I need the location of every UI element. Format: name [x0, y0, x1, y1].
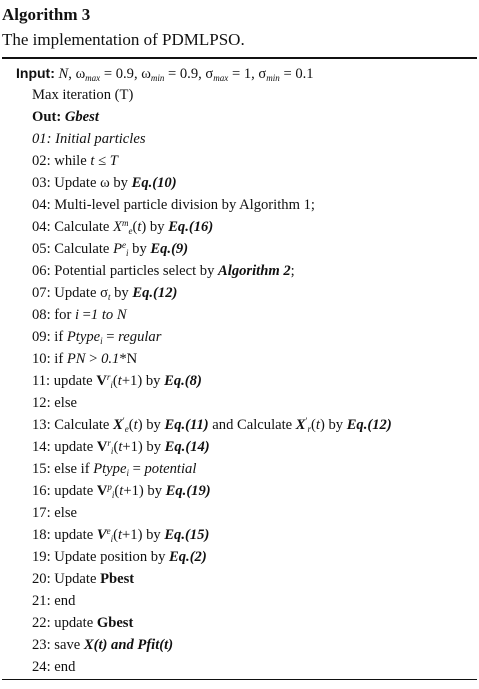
algorithm-line [32, 437, 210, 457]
line-segment: Eq.(14) [164, 439, 210, 455]
line-segment: Eq.(9) [150, 241, 189, 257]
line-segment: i [110, 534, 114, 544]
line-segment: by [110, 285, 133, 301]
line-segment: 08: for [32, 307, 75, 323]
line-segment: , ω [68, 66, 86, 82]
algorithm-line [32, 107, 99, 127]
line-segment: ) by [319, 417, 347, 433]
algorithm-line [32, 283, 177, 303]
line-segment: 06: Potential particles select by [32, 263, 219, 279]
line-segment: 12: else [32, 395, 77, 411]
line-segment: V [96, 527, 107, 543]
line-segment: 10: if [32, 351, 67, 367]
line-segment: 04: Calculate [32, 219, 114, 235]
algorithm-line [32, 239, 188, 259]
algorithm-line [32, 613, 133, 633]
line-segment: ′ [122, 416, 125, 426]
line-segment: t [90, 153, 95, 169]
line-segment: 17: else [32, 505, 77, 521]
line-segment: +1) by [121, 373, 165, 389]
line-segment: V [96, 439, 108, 455]
algorithm-line [32, 569, 134, 589]
line-segment: 24: end [32, 659, 76, 675]
line-segment: Eq.(2) [169, 549, 207, 565]
line-segment: > [85, 351, 102, 367]
algorithm-line [32, 261, 295, 281]
line-segment: Ptype [93, 461, 127, 477]
line-segment: N [58, 66, 69, 82]
line-segment: i [126, 468, 129, 478]
line-segment: 04: Multi-level particle division by Algorithm 1; [32, 197, 315, 213]
algorithm-line [32, 481, 211, 501]
line-segment: X(t) and Pfit(t) [83, 637, 174, 653]
algorithm-line [32, 657, 75, 677]
line-segment: ; [290, 263, 295, 279]
algorithm-line [16, 63, 314, 84]
line-segment: Eq.(16) [168, 219, 214, 235]
line-segment: min [150, 73, 165, 83]
line-segment: i [74, 307, 80, 323]
line-segment: Algorithm 2 [218, 263, 291, 279]
line-segment: Pbest [100, 571, 135, 587]
line-segment: i [111, 490, 115, 500]
line-segment: and Calculate [208, 417, 296, 433]
line-segment: 23: save [32, 637, 84, 653]
line-segment: = [102, 329, 119, 345]
line-segment: e [121, 240, 126, 250]
line-segment: 22: update [32, 615, 97, 631]
line-segment: r [307, 424, 311, 434]
algorithm-line [32, 371, 202, 391]
line-segment: t [133, 417, 138, 433]
algorithm-line [32, 151, 118, 171]
algorithm-title: Algorithm 3 [2, 5, 91, 24]
line-segment: 13: Calculate [32, 417, 114, 433]
line-segment: e [128, 226, 133, 236]
line-segment: 0.1 [101, 351, 120, 367]
line-segment: PN [66, 351, 86, 367]
line-segment: e [106, 526, 111, 536]
line-segment: P [113, 241, 122, 257]
line-segment: = [79, 307, 91, 323]
line-segment: +1) by [122, 527, 165, 543]
line-segment: +1) by [123, 483, 166, 499]
line-segment: ( [113, 439, 119, 455]
line-segment: r [107, 438, 111, 448]
line-segment: 1 to N [90, 307, 127, 323]
line-segment: Max iteration (T) [32, 87, 134, 103]
line-segment: e [124, 424, 129, 434]
line-segment: 15: else if [32, 461, 94, 477]
line-segment: = 0.9, σ [164, 66, 214, 82]
line-segment: 07: Update σ [32, 285, 108, 301]
algorithm-line [32, 217, 213, 237]
line-segment: ( [112, 373, 118, 389]
line-segment: i [125, 248, 129, 258]
algorithm-line [32, 415, 392, 435]
line-segment: 11: update [32, 373, 97, 389]
algorithm-line [32, 305, 127, 325]
line-segment: by [128, 241, 151, 257]
line-segment: ( [113, 527, 118, 543]
line-segment: ( [128, 417, 134, 433]
line-segment: ( [311, 417, 316, 433]
line-segment: ≤ [94, 153, 110, 169]
line-segment: 09: if [32, 329, 67, 345]
line-segment: t [107, 292, 111, 302]
line-segment: i [110, 446, 114, 456]
line-segment: t [117, 373, 122, 389]
line-segment: Gbest [96, 615, 134, 631]
line-segment: ′ [305, 416, 308, 426]
line-segment: V [96, 373, 107, 389]
line-segment: Input: [16, 65, 55, 81]
line-segment: *N [119, 351, 138, 367]
line-segment: = [128, 461, 145, 477]
line-segment: t [117, 527, 123, 543]
line-segment: potential [144, 461, 197, 477]
line-segment: Out: [32, 109, 62, 125]
line-segment: regular [118, 329, 162, 345]
algorithm-line [32, 547, 207, 567]
algorithm-line [32, 503, 77, 523]
line-segment: r [106, 372, 111, 382]
line-segment: Eq.(10) [131, 175, 177, 191]
line-segment: V [96, 483, 108, 499]
line-segment: t [137, 219, 142, 235]
algorithm-line [32, 635, 173, 655]
line-segment: t [118, 439, 123, 455]
algorithm-line [32, 459, 196, 479]
line-segment: 05: Calculate [32, 241, 114, 257]
line-segment: X [113, 417, 123, 433]
line-segment: = 0.9, ω [100, 66, 151, 82]
algorithm-line [32, 349, 137, 369]
line-segment: i [110, 380, 113, 390]
line-segment: Eq.(8) [164, 373, 202, 389]
line-segment: min [266, 73, 280, 83]
line-segment: ) by [137, 417, 165, 433]
algorithm-line [32, 525, 209, 545]
line-segment: max [85, 73, 101, 83]
line-segment: i [100, 336, 103, 346]
line-segment: Eq.(19) [165, 483, 211, 499]
line-segment: = 0.1 [279, 66, 314, 82]
line-segment: Eq.(12) [346, 417, 392, 433]
line-segment: 19: Update position by [32, 549, 170, 565]
line-segment: t [315, 417, 320, 433]
line-segment: = 1, σ [228, 66, 267, 82]
algorithm-caption: The implementation of PDMLPSO. [2, 30, 245, 49]
algorithm-line [32, 393, 77, 413]
line-segment: Eq.(11) [164, 417, 209, 433]
line-segment: Eq.(15) [164, 527, 210, 543]
line-segment: ( [114, 483, 120, 499]
line-segment: X [113, 219, 122, 235]
line-segment: 18: update [32, 527, 97, 543]
line-segment: T [109, 153, 118, 169]
line-segment: t [119, 483, 124, 499]
line-segment: 21: end [32, 593, 76, 609]
line-segment: p [107, 482, 112, 492]
line-segment: Gbest [64, 109, 99, 125]
line-segment: 16: update [32, 483, 97, 499]
line-segment: X [295, 417, 306, 433]
algorithm-line [32, 327, 161, 347]
line-segment: ( [132, 219, 138, 235]
line-segment: m [121, 218, 129, 228]
line-segment: 20: Update [32, 571, 101, 587]
top-rule [2, 57, 477, 59]
line-segment: Eq.(12) [132, 285, 178, 301]
bottom-rule [2, 679, 477, 680]
line-segment: Ptype [66, 329, 101, 345]
algorithm-line [32, 85, 133, 105]
line-segment: 01: Initial particles [32, 131, 146, 147]
algorithm-line [32, 173, 177, 193]
line-segment: 03: Update ω by [32, 175, 132, 191]
line-segment: ) by [141, 219, 169, 235]
line-segment: 02: while [32, 153, 91, 169]
line-segment: max [213, 73, 229, 83]
algorithm-line [32, 195, 315, 215]
algorithm-line [32, 591, 75, 611]
line-segment: 14: update [32, 439, 97, 455]
algorithm-line [32, 129, 146, 149]
line-segment: +1) by [122, 439, 165, 455]
